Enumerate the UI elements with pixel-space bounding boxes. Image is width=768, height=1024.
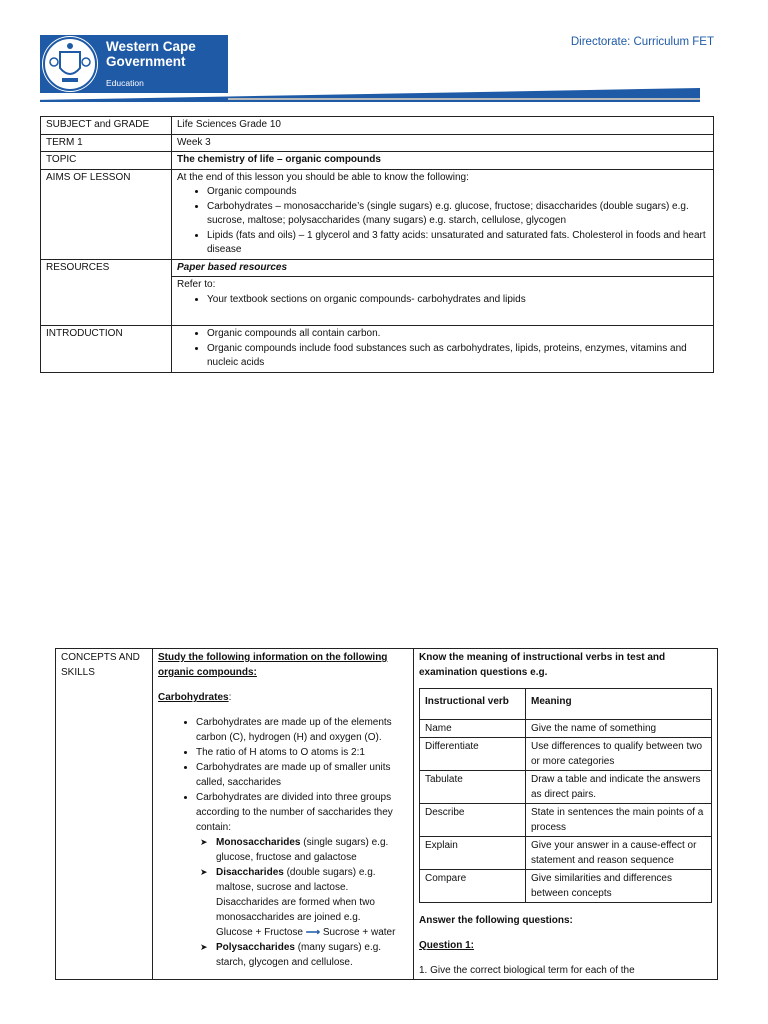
meaning-cell: Draw a table and indicate the answers as direct pairs. <box>526 771 712 804</box>
intro-label: INTRODUCTION <box>41 326 172 373</box>
saccharide-list <box>196 835 408 970</box>
equation: Glucose + Fructose ⟶ Sucrose + water <box>216 927 396 938</box>
directorate-label: Directorate: Curriculum FET <box>570 36 714 48</box>
list-item: • Carbohydrates are divided into three groups according to the number of saccharides they contain: ➤ Monosaccharides (single sugars) e.g. glucose, fructose and galactose ➤ Disaccharides (double sugars) e.g. maltose, sucrose and lactose. Disaccharides are formed when two monosaccharides are joined e.g. Glucose + Fructose ⟶ Sucrose + water ➤ Polysaccharides (many sugars) e.g. starch, glycogen and cellulose. <box>196 790 408 970</box>
table-row <box>41 152 714 170</box>
table-row <box>420 738 712 771</box>
verbs-cell <box>414 649 718 980</box>
meaning-cell: Give your answer in a cause-effect or statement and reason sequence <box>526 837 712 870</box>
topic-value: The chemistry of life – organic compounds <box>172 152 714 170</box>
list-item: • Organic compounds <box>207 185 708 200</box>
table-row <box>420 720 712 738</box>
coat-of-arms-icon <box>42 36 98 92</box>
verb-cell: Name <box>420 720 526 738</box>
list-item: ➤ Monosaccharides (single sugars) e.g. glucose, fructose and galactose <box>216 835 408 865</box>
table-row <box>41 169 714 259</box>
intro-cell <box>172 326 714 373</box>
meaning-cell: Give similarities and differences between concepts <box>526 870 712 903</box>
meaning-cell: State in sentences the main points of a process <box>526 804 712 837</box>
resources-label: RESOURCES <box>41 259 172 326</box>
list-item: • Organic compounds include food substances such as carbohydrates, lipids, proteins, enzymes, vitamins and nucleic acids <box>207 342 708 371</box>
verb-cell: Tabulate <box>420 771 526 804</box>
list-item: • The ratio of H atoms to O atoms is 2:1 <box>196 745 408 760</box>
subject-value: Life Sciences Grade 10 <box>172 117 714 135</box>
verbs-table <box>419 688 712 903</box>
list-item: ➤ Polysaccharides (many sugars) e.g. starch, glycogen and cellulose. <box>216 940 408 970</box>
refer-list <box>177 293 708 308</box>
table-row <box>420 771 712 804</box>
subject-label: SUBJECT and GRADE <box>41 117 172 135</box>
term-label: TERM 1 <box>41 134 172 152</box>
table-row <box>41 117 714 135</box>
answer-heading: Answer the following questions: <box>419 915 573 926</box>
list-item: • Organic compounds all contain carbon. <box>207 327 708 342</box>
verb-cell: Describe <box>420 804 526 837</box>
header-rule-grey <box>228 98 700 100</box>
verbs-header-meaning: Meaning <box>526 689 712 720</box>
list-item: ➤ Disaccharides (double sugars) e.g. maltose, sucrose and lactose. Disaccharides are formed when two monosaccharides are joined e.g. Glucose + Fructose ⟶ Sucrose + water <box>216 865 408 940</box>
table-row <box>41 259 714 277</box>
table-row <box>41 326 714 373</box>
carb-list <box>158 715 408 970</box>
verb-cell: Compare <box>420 870 526 903</box>
table-row <box>420 870 712 903</box>
meaning-cell: Use differences to qualify between two or more categories <box>526 738 712 771</box>
aims-intro: At the end of this lesson you should be able to know the following: <box>177 171 469 183</box>
aims-cell <box>172 169 714 259</box>
meaning-cell: Give the name of something <box>526 720 712 738</box>
list-item: • Carbohydrates – monosaccharide’s (single sugars) e.g. glucose, fructose; disaccharides (double sugars) e.g. sucrose, maltose; polysaccharides (many sugars) e.g. starch, cellulose, glycogen <box>207 200 708 229</box>
verbs-heading: Know the meaning of instructional verbs in test and examination questions e.g. <box>419 652 666 678</box>
question-1-text: 1. Give the correct biological term for each of the <box>419 965 635 976</box>
table-row <box>41 134 714 152</box>
logo-subtitle: Education <box>106 78 144 88</box>
verb-cell: Explain <box>420 837 526 870</box>
table-row <box>420 689 712 720</box>
verb-cell: Differentiate <box>420 738 526 771</box>
study-cell <box>153 649 414 980</box>
refer-to: Refer to: <box>177 279 216 290</box>
table-row <box>56 649 718 980</box>
lesson-info-table <box>40 116 714 373</box>
table-row <box>420 804 712 837</box>
concepts-label: CONCEPTS AND SKILLS <box>56 649 153 980</box>
refer-cell <box>172 277 714 326</box>
logo-title: Western Cape Government <box>106 39 196 69</box>
table-row <box>420 837 712 870</box>
aims-label: AIMS OF LESSON <box>41 169 172 259</box>
list-item: • Carbohydrates are made up of the elements carbon (C), hydrogen (H) and oxygen (O). <box>196 715 408 745</box>
term-value: Week 3 <box>172 134 714 152</box>
intro-list <box>177 327 708 371</box>
question-1-heading: Question 1: <box>419 940 475 951</box>
wcg-logo <box>40 35 228 93</box>
list-item: • Lipids (fats and oils) – 1 glycerol and 3 fatty acids: unsaturated and saturated fats. Cholesterol in foods and heart disease <box>207 229 708 258</box>
concepts-table <box>55 648 718 980</box>
carb-heading: Carbohydrates: <box>158 692 232 703</box>
list-item: • Carbohydrates are made up of smaller units called, saccharides <box>196 760 408 790</box>
resources-value: Paper based resources <box>172 259 714 277</box>
aims-list <box>177 185 708 258</box>
topic-label: TOPIC <box>41 152 172 170</box>
verbs-header-verb: Instructional verb <box>420 689 526 720</box>
study-heading: Study the following information on the following organic compounds: <box>158 652 388 678</box>
list-item: • Your textbook sections on organic compounds- carbohydrates and lipids <box>207 293 708 308</box>
